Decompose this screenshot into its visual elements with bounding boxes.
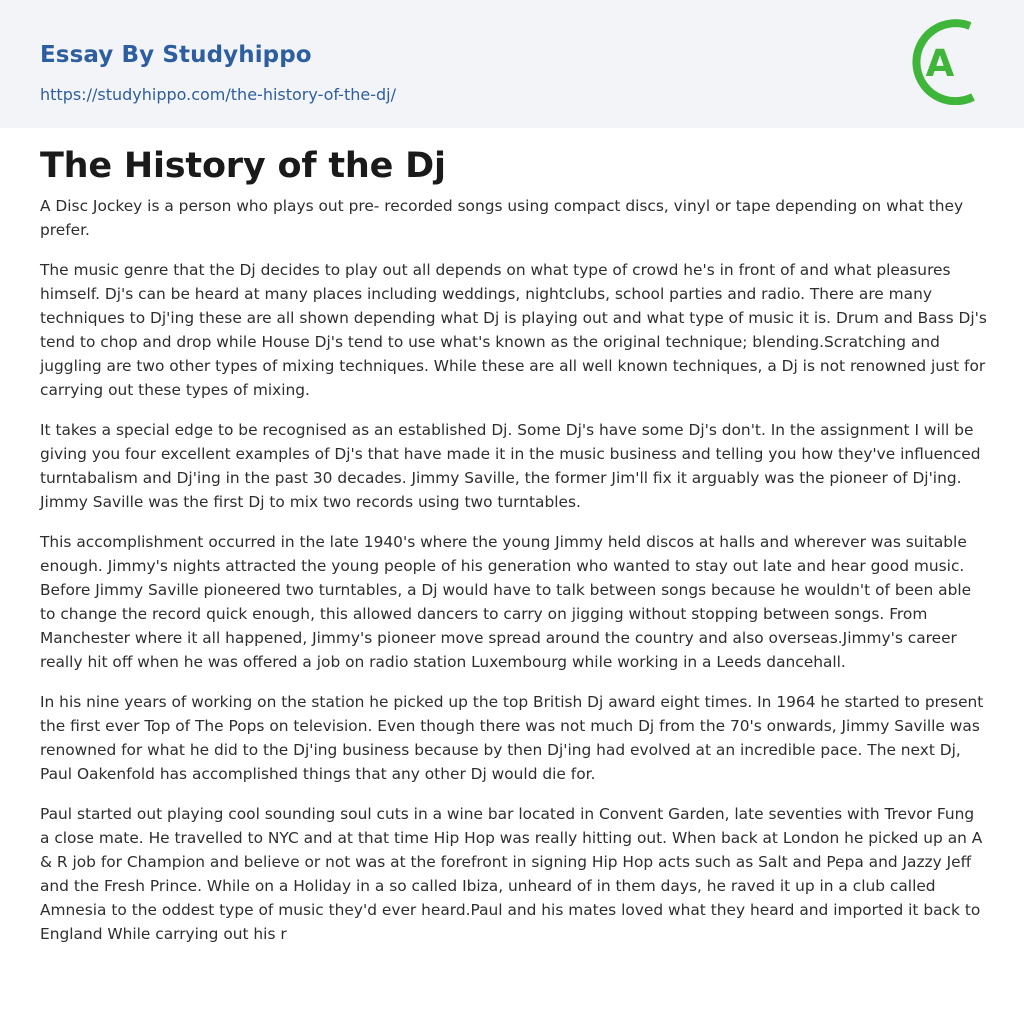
essay-paragraph: The music genre that the Dj decides to play out all depends on what type of crowd he's in front of and what pleasures himself. Dj's can be heard at many places including weddings, nightclubs, school parties and radio. There are many techniques to Dj'ing these are all shown depending what Dj is playing out and what type of music it is. Drum and Bass Dj's tend to chop and drop while House Dj's tend to use what's known as the original technique; blending.Scratching and juggling are two other types of mixing techniques. While these are all well known techniques, a Dj is not renowned just for carrying out these types of mixing. [40,261,987,399]
logo-letter: A [925,42,955,85]
source-url-link[interactable]: https://studyhippo.com/the-history-of-the-dj/ [40,85,396,104]
essay-body [40,194,988,962]
studyhippo-logo-icon[interactable] [912,19,986,105]
essay-title: The History of the Dj [40,146,446,186]
essay-paragraph: In his nine years of working on the station he picked up the top British Dj award eight times. In 1964 he started to present the first ever Top of The Pops on television. Even though there was not much Dj from the 70's onwards, Jimmy Saville was renowned for what he did to the Dj'ing business because by then Dj'ing had evolved at an incredible pace. The next Dj, Paul Oakenfold has accomplished things that any other Dj would die for. [40,693,984,783]
essay-paragraph: Paul started out playing cool sounding soul cuts in a wine bar located in Convent Garden, late seventies with Trevor Fung a close mate. He travelled to NYC and at that time Hip Hop was really hitting out. When back at London he picked up an A & R job for Champion and believe or not was at the forefront in signing Hip Hop acts such as Salt and Pepa and Jazzy Jeff and the Fresh Prince. While on a Holiday in a so called Ibiza, unheard of in them days, he raved it up in a club called Amnesia to the oddest type of music they'd ever heard.Paul and his mates loved what they heard and imported it back to England While carrying out his r [40,805,983,943]
essay-paragraph: This accomplishment occurred in the late 1940's where the young Jimmy held discos at halls and wherever was suitable enough. Jimmy's nights attracted the young people of his generation who wanted to stay out late and hear good music. Before Jimmy Saville pioneered two turntables, a Dj would have to talk between songs because he wouldn't of been able to change the record quick enough, this allowed dancers to carry on jigging without stopping between songs. From Manchester where it all happened, Jimmy's pioneer move spread around the country and also overseas.Jimmy's career really hit off when he was offered a job on radio station Luxembourg while working in a Leeds dancehall. [40,533,972,671]
essay-paragraph: It takes a special edge to be recognised as an established Dj. Some Dj's have some Dj's don't. In the assignment I will be giving you four excellent examples of Dj's that have made it in the music business and telling you how they've influenced turntabalism and Dj'ing in the past 30 decades. Jimmy Saville, the former Jim'll fix it arguably was the pioneer of Dj'ing. Jimmy Saville was the first Dj to mix two records using two turntables. [40,421,981,511]
site-header [0,0,1024,128]
brand-title[interactable]: Essay By Studyhippo [40,42,312,68]
essay-paragraph: A Disc Jockey is a person who plays out pre- recorded songs using compact discs, vinyl or tape depending on what they prefer. [40,197,964,239]
